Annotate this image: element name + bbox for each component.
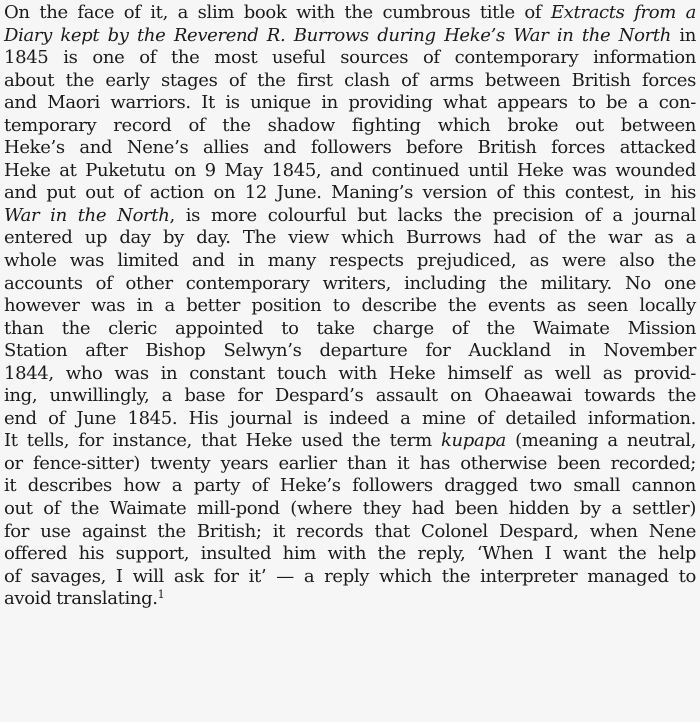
text-segment: (meaning a neutral, xyxy=(505,430,697,452)
text-line xyxy=(4,385,696,408)
text-segment: however was in a better position to describe the events as seen locally xyxy=(4,295,696,317)
text-line xyxy=(4,70,696,93)
text-segment: or fence-sitter) twenty years earlier than it has otherwise been recorded; xyxy=(4,452,696,474)
text-segment: in xyxy=(670,24,696,46)
footnote-marker: 1 xyxy=(157,588,165,602)
text-segment: ing, unwillingly, a base for Despard’s assault on Ohaeawai towards the xyxy=(4,385,696,407)
text-segment: whole was limited and in many respects prejudiced, as were also the xyxy=(4,250,696,272)
text-segment: Heke’s and Nene’s allies and followers before British forces attacked xyxy=(4,137,696,159)
text-line xyxy=(4,2,696,25)
text-segment: accounts of other contemporary writers, including the military. No one xyxy=(4,272,696,294)
text-line xyxy=(4,227,696,250)
text-line xyxy=(4,160,696,183)
text-line xyxy=(4,408,696,431)
text-line xyxy=(4,25,696,48)
text-line xyxy=(4,588,696,611)
text-line xyxy=(4,521,696,544)
text-segment: On the face of it, a slim book with the cumbrous title of xyxy=(4,2,551,23)
text-segment: Station after Bishop Selwyn’s departure for Auckland in November xyxy=(4,340,696,362)
italic-text: kupapa xyxy=(440,430,506,452)
text-line xyxy=(4,47,696,70)
italic-text: Diary kept by the Reverend R. Burrows during Heke’s War in the North xyxy=(4,24,671,46)
text-segment: and Maori warriors. It is unique in providing what appears to be a con- xyxy=(4,92,696,114)
text-line xyxy=(4,205,696,228)
text-segment: 1844, who was in constant touch with Heke himself as well as provid- xyxy=(4,362,696,384)
text-segment: about the early stages of the first clash of arms between British forces xyxy=(4,69,697,91)
text-line xyxy=(4,137,696,160)
text-segment: offered his support, insulted him with the reply, ‘When I want the help xyxy=(4,543,697,565)
text-line xyxy=(4,295,696,318)
text-line xyxy=(4,543,696,566)
text-segment: of savages, I will ask for it’ — a reply which the interpreter managed to xyxy=(4,565,696,587)
text-line xyxy=(4,318,696,341)
text-segment: out of the Waimate mill-pond (where they had been hidden by a settler) xyxy=(4,498,696,520)
text-segment: Heke at Puketutu on 9 May 1845, and continued until Heke was wounded xyxy=(4,159,696,181)
text-segment: end of June 1845. His journal is indeed a mine of detailed information. xyxy=(4,407,696,429)
text-line xyxy=(4,115,696,138)
text-segment: for use against the British; it records that Colonel Despard, when Nene xyxy=(4,520,696,542)
text-line xyxy=(4,430,696,453)
text-segment: entered up day by day. The view which Burrows had of the war as a xyxy=(4,227,696,249)
text-segment: temporary record of the shadow fighting which broke out between xyxy=(4,114,696,136)
text-line xyxy=(4,363,696,386)
text-segment: It tells, for instance, that Heke used the term xyxy=(4,430,441,452)
text-segment: avoid translating. xyxy=(4,588,158,610)
text-line xyxy=(4,475,696,498)
text-line xyxy=(4,182,696,205)
text-line xyxy=(4,273,696,296)
italic-text: Extracts from a xyxy=(550,2,696,23)
text-segment: than the cleric appointed to take charge of the Waimate Mission xyxy=(4,317,696,339)
italic-text: War in the North xyxy=(4,204,170,226)
text-segment: , is more colourful but lacks the precision of a journal xyxy=(169,204,696,226)
text-line xyxy=(4,453,696,476)
text-line xyxy=(4,566,696,589)
text-line xyxy=(4,92,696,115)
text-segment: and put out of action on 12 June. Maning’s version of this contest, in his xyxy=(4,182,696,204)
text-segment: it describes how a party of Heke’s followers dragged two small cannon xyxy=(4,475,697,497)
text-line xyxy=(4,340,696,363)
body-paragraph xyxy=(4,2,696,611)
text-segment: 1845 is one of the most useful sources of contemporary information xyxy=(4,47,696,69)
text-line xyxy=(4,250,696,273)
text-line xyxy=(4,498,696,521)
